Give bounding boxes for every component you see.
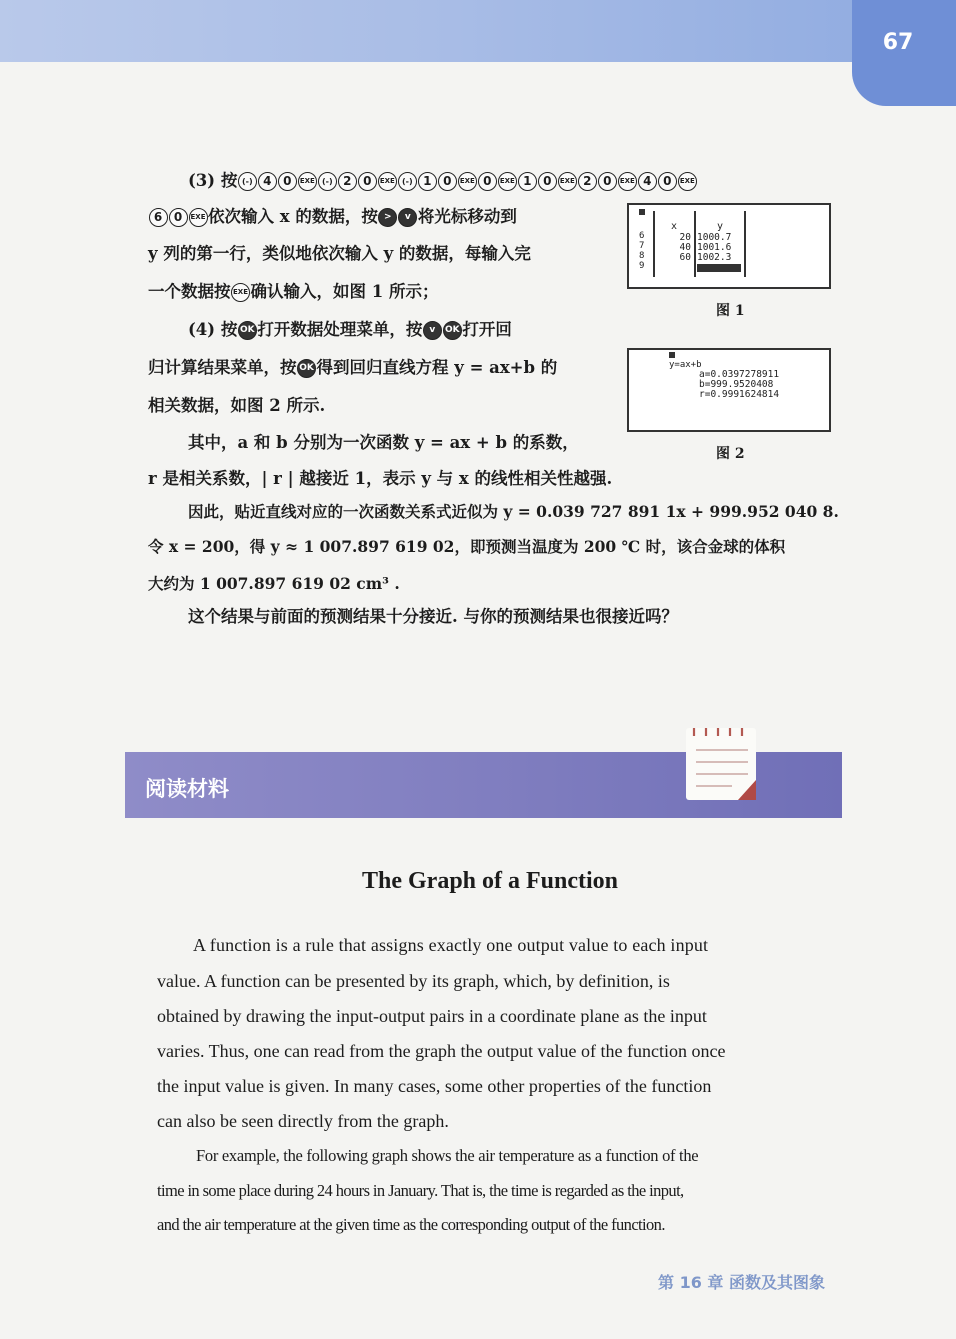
down-arrow-key-icon: v — [423, 321, 442, 340]
calculator-key-icon: 2 — [578, 172, 597, 191]
figure2-caption: 图 2 — [716, 446, 745, 462]
step4-line1-b: 打开数据处理菜单，按 — [257, 320, 423, 339]
calculator-key-icon: (-) — [318, 172, 337, 191]
calculator-key-icon: EXE — [498, 172, 517, 191]
step3-line2-text: 依次输入 x 的数据，按 — [208, 207, 378, 226]
figure2-b: b=999.9520408 — [699, 379, 774, 390]
calculator-key-icon: EXE — [298, 172, 317, 191]
figure2-calculator-screen — [627, 348, 831, 432]
chapter-footer: 第 16 章 函数及其图象 — [658, 1273, 825, 1292]
step3-line4-a: 一个数据按 — [148, 282, 231, 301]
calculator-key-icon: 1 — [518, 172, 537, 191]
top-header-band — [0, 0, 956, 62]
figure1-x-column: 20 40 60 — [679, 232, 691, 263]
calculator-key-icon: 1 — [418, 172, 437, 191]
step3-line4-b: 确认输入，如图 1 所示； — [250, 282, 439, 301]
figure1-caption: 图 1 — [716, 303, 745, 319]
step4-line1 — [188, 319, 512, 341]
step4-line1-c: 打开回 — [462, 320, 512, 339]
step4-line2-a: 归计算结果菜单，按 — [148, 358, 297, 377]
calculator-key-icon: EXE — [678, 172, 697, 191]
calculator-key-icon: 0 — [598, 172, 617, 191]
ok-key-icon: OK — [443, 321, 462, 340]
calculator-key-icon: (-) — [238, 172, 257, 191]
calculator-key-icon: 6 — [149, 208, 168, 227]
calculator-key-icon: EXE — [558, 172, 577, 191]
paragraph1-line3: obtained by drawing the input-output pairs in a coordinate plane as the input — [157, 1006, 707, 1026]
conclusion-line2: 令 x = 200，得 y ≈ 1 007.897 619 02，即预测当温度为 200 ℃ 时，该合金球的体积 — [148, 537, 786, 556]
paragraph1-line1: A function is a rule that assigns exactly one output value to each input — [193, 935, 709, 955]
paragraph2-line3: and the air temperature at the given time as the corresponding output of the function. — [157, 1215, 665, 1234]
paragraph1-line6: can also be seen directly from the graph. — [157, 1111, 449, 1131]
calculator-key-icon: 0 — [438, 172, 457, 191]
calculator-key-icon: 0 — [658, 172, 677, 191]
step4-line2-b: 得到回归直线方程 y = ax+b 的 — [316, 358, 558, 377]
step3-line2-tail: 将光标移动到 — [417, 207, 517, 226]
calculator-key-icon: EXE — [458, 172, 477, 191]
ok-key-icon: OK — [297, 359, 316, 378]
conclusion-line1: 因此，贴近直线对应的一次函数关系式近似为 y = 0.039 727 891 1x + 999.952 040 8. — [188, 502, 839, 521]
figure2-a: a=0.0397278911 — [699, 369, 780, 380]
calculator-key-icon: EXE — [378, 172, 397, 191]
figure2-equation: y=ax+b — [669, 360, 702, 370]
step3-line3: y 列的第一行，类似地依次输入 y 的数据，每输入完 — [148, 244, 531, 263]
step3-key-sequence-2 — [148, 207, 208, 226]
figure2-r: r=0.9991624814 — [699, 389, 780, 400]
calculator-key-icon: (-) — [398, 172, 417, 191]
figure1-index-column: 6 7 8 9 — [639, 231, 645, 271]
step3-line2 — [148, 206, 517, 228]
figure1-calculator-screen — [627, 203, 831, 289]
step3-key-sequence — [237, 171, 697, 190]
question-line: 这个结果与前面的预测结果十分接近. 与你的预测结果也很接近吗？ — [188, 607, 678, 626]
paragraph1-line5: the input value is given. In many cases, some other properties of the function — [157, 1076, 712, 1096]
step4-line3: 相关数据，如图 2 所示. — [148, 396, 326, 415]
right-arrow-key-icon: > — [378, 208, 397, 227]
calculator-key-icon: 0 — [169, 208, 188, 227]
calculator-key-icon: 0 — [358, 172, 377, 191]
conclusion-line3: 大约为 1 007.897 619 02 cm³ . — [148, 574, 400, 593]
notepad-icon — [686, 728, 756, 800]
calculator-key-icon: 0 — [278, 172, 297, 191]
step4-line2 — [148, 357, 557, 379]
paragraph1-line4: varies. Thus, one can read from the graph the output value of the function once — [157, 1041, 726, 1061]
step3-prefix: (3) 按 — [188, 171, 238, 190]
figure1-table — [639, 209, 749, 281]
down-arrow-key-icon: v — [398, 208, 417, 227]
calculator-key-icon: 0 — [478, 172, 497, 191]
figure1-header-y: y — [717, 221, 724, 232]
figure1-header-x: x — [671, 221, 678, 232]
figure1-cursor-cell — [697, 264, 741, 272]
step4-line1-a: (4) 按 — [188, 320, 238, 339]
correlation-line: r 是相关系数，| r | 越接近 1，表示 y 与 x 的线性相关性越强. — [148, 469, 613, 488]
paragraph2-line1: For example, the following graph shows the air temperature as a function of the — [196, 1146, 699, 1165]
calculator-key-icon: EXE — [618, 172, 637, 191]
coefficient-line: 其中，a 和 b 分别为一次函数 y = ax + b 的系数， — [188, 433, 579, 452]
paragraph2-line2: time in some place during 24 hours in January. That is, the time is regarded as the input, — [157, 1181, 684, 1200]
exe-key-icon: EXE — [231, 283, 250, 302]
step3-line1 — [188, 170, 697, 192]
calculator-key-icon: 0 — [538, 172, 557, 191]
page-number: 67 — [882, 30, 914, 55]
step3-line4 — [148, 281, 438, 303]
calculator-key-icon: 4 — [258, 172, 277, 191]
figure1-y-column: 1000.7 1001.6 1002.3 — [697, 232, 732, 263]
calculator-key-icon: EXE — [189, 208, 208, 227]
paragraph1-line2: value. A function can be presented by its graph, which, by definition, is — [157, 971, 670, 991]
article-title: The Graph of a Function — [361, 868, 619, 894]
calculator-key-icon: 4 — [638, 172, 657, 191]
ok-key-icon: OK — [238, 321, 257, 340]
reading-material-label: 阅读材料 — [145, 777, 229, 801]
calculator-key-icon: 2 — [338, 172, 357, 191]
